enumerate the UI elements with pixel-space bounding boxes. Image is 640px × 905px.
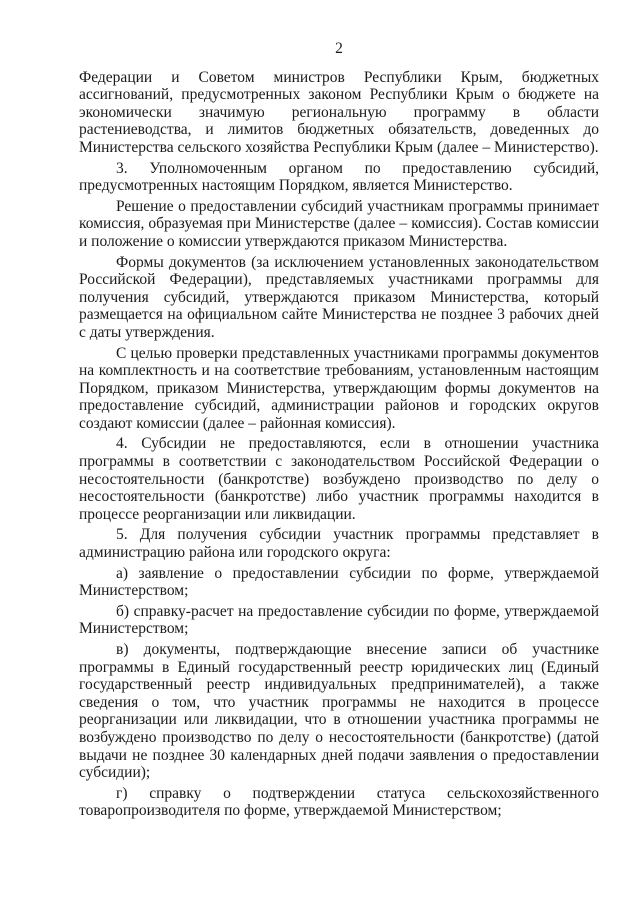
paragraph: а) заявление о предоставлении субсидии по форме, утверждаемой Министерством;	[79, 564, 599, 600]
paragraph: б) справку-расчет на предоставление субсидии по форме, утверждаемой Министерством;	[79, 602, 599, 638]
paragraph: 4. Субсидии не предоставляются, если в отношении участника программы в соответствии с законодательством Российской Федерации о несостоятельности (банкротстве) возбуждено производство по делу о несостоятельности (банкротстве) либо участник программы находится в процессе реорганизации или ликвидации.	[79, 435, 599, 523]
document-page	[79, 0, 599, 823]
paragraph: 3. Уполномоченным органом по предоставлению субсидий, предусмотренных настоящим Порядком, является Министерство.	[79, 159, 599, 195]
paragraph: г) справку о подтверждении статуса сельскохозяйственного товаропроизводителя по форме, утверждаемой Министерством;	[79, 784, 599, 820]
document-body	[79, 69, 599, 820]
page-number: 2	[335, 40, 343, 57]
paragraph: Решение о предоставлении субсидий участникам программы принимает комиссия, образуемая при Министерстве (далее – комиссия). Состав комиссии и положение о комиссии утверждаются приказом Министерства.	[79, 197, 599, 250]
paragraph: 5. Для получения субсидии участник программы представляет в администрацию района или городского округа:	[79, 526, 599, 562]
paragraph: С целью проверки представленных участниками программы документов на комплектность и на соответствие требованиям, установленным настоящим Порядком, приказом Министерства, утверждающим формы документов на предоставление субсидий, администрации районов и городских округов создают комиссии (далее – районная комиссия).	[79, 344, 599, 432]
paragraph: Федерации и Советом министров Республики Крым, бюджетных ассигнований, предусмотренных законом Республики Крым о бюджете на экономически значимую региональную программу в области растениеводства, и лимитов бюджетных обязательств, доведенных до Министерства сельского хозяйства Республики Крым (далее – Министерство).	[79, 68, 599, 156]
paragraph: Формы документов (за исключением установленных законодательством Российской Федерации), представляемых участниками программы для получения субсидий, утверждаются приказом Министерства, который размещается на официальном сайте Министерства не позднее 3 рабочих дней с даты утверждения.	[79, 253, 599, 341]
paragraph: в) документы, подтверждающие внесение записи об участнике программы в Единый государственный реестр юридических лиц (Единый государственный реестр индивидуальных предпринимателей), а также сведения о том, что участник программы не находится в процессе реорганизации или ликвидации, что в отношении участника программы не возбуждено производство по делу о несостоятельности (банкротстве) (датой выдачи не позднее 30 календарных дней подачи заявления о предоставлении субсидии);	[79, 641, 599, 782]
